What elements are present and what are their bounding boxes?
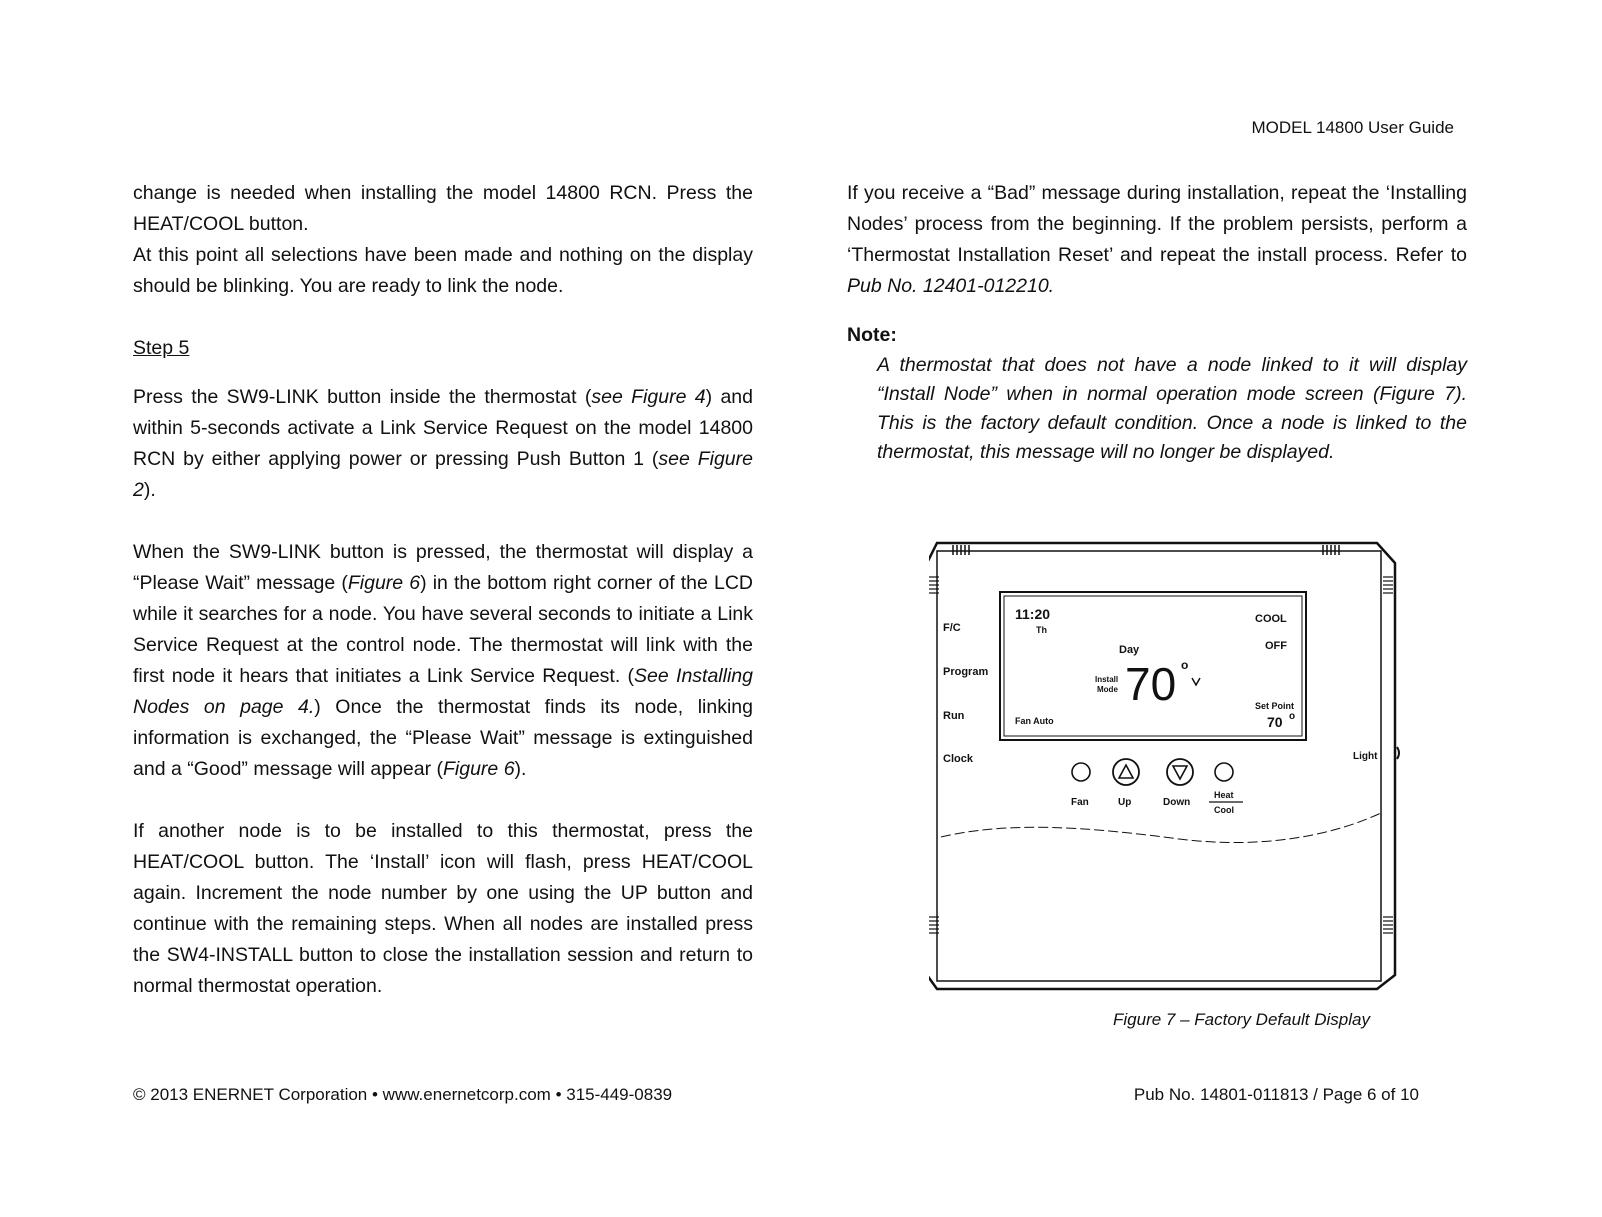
vent-top-left [953,545,969,555]
lcd-fan-state: OFF [1265,640,1287,652]
note-heading: Note: [847,324,897,346]
lcd-set-point-label: Set Point [1255,701,1295,711]
left-column [133,178,753,1002]
down-button[interactable] [1167,759,1193,785]
light-label: Light [1353,751,1378,762]
paragraph-continuation: change is needed when installing the model 14800 RCN. Press the HEAT/COOL button. [133,182,753,235]
lcd-mode: COOL [1255,613,1287,625]
door-seam [941,813,1381,843]
program-label: Program [943,666,989,678]
footer-copyright: © 2013 ENERNET Corporation • www.enernetcorp.com • 315-449-0839 [133,1085,673,1104]
paragraph-step5: Press the SW9-LINK button inside the thermostat (see Figure 4) and within 5-seconds activate a Link Service Request on the model 14800 RCN by either applying power or pressing Push Button 1 (see Figure 2). [133,386,753,501]
paragraph-link-pressed: When the SW9-LINK button is pressed, the thermostat will display a “Please Wait” message (Figure 6) in the bottom right corner of the LCD while it searches for a node. You have several seconds to initiate a Link Service Request at the control node. The thermostat will link with the first node it hears that initiates a Link Service Request. (See Installing Nodes on page 4.) Once the thermostat finds its node, linking information is exchanged, the “Please Wait” message is extinguished and a “Good” message will appear (Figure 6). [133,541,753,780]
note-body: A thermostat that does not have a node linked to it will display “Install Node” when in normal operation mode screen (Figure 7). This is the factory default condition. Once a node is linked to the thermostat, this message will no longer be displayed. [877,354,1467,463]
paragraph-bad-message: If you receive a “Bad” message during installation, repeat the ‘Installing Nodes’ process from the beginning. If the problem persists, perform a ‘Thermostat Installation Reset’ and repeat the install process. Refer to Pub No. 12401-012210. [847,182,1467,297]
lcd-mode-label: Mode [1097,685,1118,694]
cool-label: Cool [1214,805,1234,815]
clock-label: Clock [943,753,973,765]
vent-top-right [1323,545,1339,555]
thermostat-outer-frame [929,543,1395,989]
paragraph-another-node: If another node is to be installed to this thermostat, press the HEAT/COOL button. The ‘Install’ icon will flash, press HEAT/COOL again. Increment the node number by one using the UP button and continue with the remaining steps. When all nodes are installed press the SW4-INSTALL button to close the installation session and return to normal thermostat operation. [133,820,753,997]
heat-label: Heat [1214,790,1234,800]
lcd-time: 11:20 [1015,606,1051,622]
lcd-fan-auto: Fan Auto [1015,716,1054,726]
right-column [847,178,1467,467]
footer-page-number: Pub No. 14801-011813 / Page 6 of 10 [1133,1085,1419,1104]
run-label: Run [943,710,965,722]
heat-cool-button[interactable] [1215,763,1233,781]
up-button-label: Up [1118,797,1132,808]
lcd-install-label: Install [1095,675,1119,684]
page-header: MODEL 14800 User Guide [1251,118,1454,137]
lcd-degree: o [1181,658,1189,672]
light-side-button [1397,747,1399,759]
fan-button-label: Fan [1071,797,1089,808]
vent-right-lower [1383,917,1393,933]
fc-label: F/C [943,622,961,634]
lcd-day-abbrev: Th [1036,625,1047,635]
up-arrow-icon [1119,765,1133,778]
lcd-down-arrow-icon [1192,678,1200,685]
fan-button[interactable] [1072,763,1090,781]
figure-caption: Figure 7 – Factory Default Display [1113,1010,1370,1029]
lcd-set-point-value: 70 [1267,714,1283,730]
paragraph-selections-made: At this point all selections have been made and nothing on the display should be blinking. You are ready to link the node. [133,244,753,297]
step-heading: Step 5 [133,337,190,359]
lcd-set-point-degree: o [1289,711,1296,722]
up-button[interactable] [1113,759,1139,785]
vent-right-upper [1383,577,1393,593]
down-button-label: Down [1163,797,1191,808]
thermostat-figure [929,537,1403,995]
lcd-temperature: 70 [1125,658,1177,710]
lcd-day-label: Day [1119,644,1140,656]
down-arrow-icon [1173,766,1187,779]
